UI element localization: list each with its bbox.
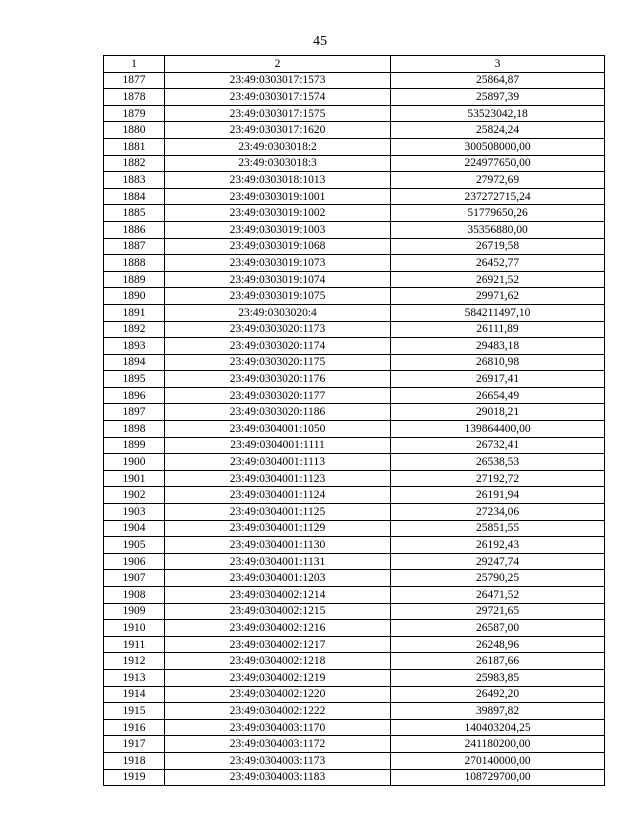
cadastral-value-cell: 26538,53: [391, 454, 605, 471]
cadastral-number-cell: 23:49:0303020:1175: [165, 354, 391, 371]
cadastral-value-cell: 51779650,26: [391, 205, 605, 222]
table-row: [104, 354, 605, 371]
cadastral-number-cell: 23:49:0304002:1218: [165, 653, 391, 670]
row-number-cell: 1899: [104, 437, 165, 454]
table-row: [104, 769, 605, 786]
cadastral-number-cell: 23:49:0304001:1129: [165, 520, 391, 537]
cadastral-number-cell: 23:49:0303020:4: [165, 304, 391, 321]
cadastral-value-cell: 26191,94: [391, 487, 605, 504]
table-row: [104, 371, 605, 388]
table-row: [104, 255, 605, 272]
table-row: [104, 537, 605, 554]
cadastral-value-cell: 53523042,18: [391, 105, 605, 122]
cadastral-value-cell: 27972,69: [391, 172, 605, 189]
row-number-cell: 1904: [104, 520, 165, 537]
table-row: [104, 603, 605, 620]
table-row: [104, 669, 605, 686]
table-row: [104, 304, 605, 321]
table-row: [104, 421, 605, 438]
row-number-cell: 1877: [104, 72, 165, 89]
row-number-cell: 1900: [104, 454, 165, 471]
row-number-cell: 1893: [104, 338, 165, 355]
cadastral-number-cell: 23:49:0303019:1073: [165, 255, 391, 272]
table-row: [104, 470, 605, 487]
table-row: [104, 155, 605, 172]
table-row: [104, 387, 605, 404]
row-number-cell: 1909: [104, 603, 165, 620]
page-number: 45: [313, 34, 327, 49]
row-number-cell: 1917: [104, 736, 165, 753]
table-row: [104, 437, 605, 454]
table-row: [104, 288, 605, 305]
cadastral-number-cell: 23:49:0304002:1217: [165, 636, 391, 653]
cadastral-value-cell: 224977650,00: [391, 155, 605, 172]
cadastral-value-cell: 237272715,24: [391, 188, 605, 205]
cadastral-value-cell: 26248,96: [391, 636, 605, 653]
cadastral-value-cell: 29971,62: [391, 288, 605, 305]
table-row: [104, 520, 605, 537]
cadastral-value-cell: 300508000,00: [391, 138, 605, 155]
table-row: [104, 553, 605, 570]
table-row: [104, 72, 605, 89]
cadastral-number-cell: 23:49:0304003:1170: [165, 719, 391, 736]
cadastral-number-cell: 23:49:0303017:1573: [165, 72, 391, 89]
table-header-row: [104, 56, 605, 73]
cadastral-number-cell: 23:49:0303019:1068: [165, 238, 391, 255]
cadastral-number-cell: 23:49:0304002:1215: [165, 603, 391, 620]
cadastral-value-cell: 27192,72: [391, 470, 605, 487]
cadastral-number-cell: 23:49:0304002:1222: [165, 703, 391, 720]
cadastral-number-cell: 23:49:0303017:1575: [165, 105, 391, 122]
cadastral-value-cell: 26492,20: [391, 686, 605, 703]
table-row: [104, 570, 605, 587]
cadastral-number-cell: 23:49:0304002:1214: [165, 587, 391, 604]
column-header-value: 3: [391, 56, 605, 73]
cadastral-number-cell: 23:49:0303020:1177: [165, 387, 391, 404]
cadastral-value-cell: 26471,52: [391, 587, 605, 604]
row-number-cell: 1898: [104, 421, 165, 438]
row-number-cell: 1919: [104, 769, 165, 786]
table-row: [104, 338, 605, 355]
cadastral-value-cell: 26732,41: [391, 437, 605, 454]
table-row: [104, 454, 605, 471]
table-row: [104, 404, 605, 421]
cadastral-number-cell: 23:49:0304001:1124: [165, 487, 391, 504]
table-row: [104, 504, 605, 521]
table-row: [104, 238, 605, 255]
row-number-cell: 1894: [104, 354, 165, 371]
table-row: [104, 105, 605, 122]
cadastral-value-cell: 39897,82: [391, 703, 605, 720]
table-row: [104, 89, 605, 106]
cadastral-number-cell: 23:49:0304002:1219: [165, 669, 391, 686]
row-number-cell: 1892: [104, 321, 165, 338]
row-number-cell: 1896: [104, 387, 165, 404]
cadastral-value-cell: 140403204,25: [391, 719, 605, 736]
cadastral-value-cell: 29018,21: [391, 404, 605, 421]
row-number-cell: 1887: [104, 238, 165, 255]
table-row: [104, 636, 605, 653]
cadastral-value-cell: 26654,49: [391, 387, 605, 404]
cadastral-number-cell: 23:49:0303020:1174: [165, 338, 391, 355]
column-header-number: 1: [104, 56, 165, 73]
cadastral-number-cell: 23:49:0304002:1216: [165, 620, 391, 637]
cadastral-number-cell: 23:49:0304003:1183: [165, 769, 391, 786]
cadastral-value-cell: 25897,39: [391, 89, 605, 106]
row-number-cell: 1895: [104, 371, 165, 388]
cadastral-value-cell: 26587,00: [391, 620, 605, 637]
cadastral-number-cell: 23:49:0304001:1130: [165, 537, 391, 554]
row-number-cell: 1905: [104, 537, 165, 554]
row-number-cell: 1912: [104, 653, 165, 670]
table-row: [104, 736, 605, 753]
cadastral-number-cell: 23:49:0303018:3: [165, 155, 391, 172]
cadastral-value-cell: 26192,43: [391, 537, 605, 554]
row-number-cell: 1888: [104, 255, 165, 272]
cadastral-value-cell: 26810,98: [391, 354, 605, 371]
row-number-cell: 1911: [104, 636, 165, 653]
cadastral-value-cell: 35356880,00: [391, 221, 605, 238]
table-row: [104, 188, 605, 205]
cadastral-number-cell: 23:49:0303020:1186: [165, 404, 391, 421]
row-number-cell: 1880: [104, 122, 165, 139]
table-row: [104, 620, 605, 637]
cadastral-number-cell: 23:49:0304001:1123: [165, 470, 391, 487]
cadastral-number-cell: 23:49:0303019:1002: [165, 205, 391, 222]
row-number-cell: 1886: [104, 221, 165, 238]
cadastral-number-cell: 23:49:0303018:1013: [165, 172, 391, 189]
row-number-cell: 1908: [104, 587, 165, 604]
row-number-cell: 1889: [104, 271, 165, 288]
cadastral-value-cell: 25851,55: [391, 520, 605, 537]
column-header-cadastral-number: 2: [165, 56, 391, 73]
cadastral-value-cell: 25983,85: [391, 669, 605, 686]
table-row: [104, 703, 605, 720]
cadastral-number-cell: 23:49:0304002:1220: [165, 686, 391, 703]
cadastral-value-cell: 26921,52: [391, 271, 605, 288]
cadastral-value-cell: 25790,25: [391, 570, 605, 587]
cadastral-number-cell: 23:49:0303018:2: [165, 138, 391, 155]
cadastral-value-cell: 139864400,00: [391, 421, 605, 438]
row-number-cell: 1914: [104, 686, 165, 703]
cadastral-value-cell: 25824,24: [391, 122, 605, 139]
row-number-cell: 1907: [104, 570, 165, 587]
table-row: [104, 653, 605, 670]
row-number-cell: 1910: [104, 620, 165, 637]
cadastral-value-cell: 29247,74: [391, 553, 605, 570]
row-number-cell: 1901: [104, 470, 165, 487]
cadastral-number-cell: 23:49:0304001:1113: [165, 454, 391, 471]
row-number-cell: 1882: [104, 155, 165, 172]
cadastral-number-cell: 23:49:0304001:1125: [165, 504, 391, 521]
row-number-cell: 1884: [104, 188, 165, 205]
row-number-cell: 1915: [104, 703, 165, 720]
cadastral-number-cell: 23:49:0303019:1003: [165, 221, 391, 238]
row-number-cell: 1903: [104, 504, 165, 521]
cadastral-value-cell: 29721,65: [391, 603, 605, 620]
table-row: [104, 205, 605, 222]
cadastral-number-cell: 23:49:0304003:1172: [165, 736, 391, 753]
cadastral-number-cell: 23:49:0303019:1001: [165, 188, 391, 205]
cadastral-number-cell: 23:49:0304001:1131: [165, 553, 391, 570]
table-row: [104, 172, 605, 189]
cadastral-value-cell: 26917,41: [391, 371, 605, 388]
cadastral-number-cell: 23:49:0304001:1050: [165, 421, 391, 438]
table-row: [104, 719, 605, 736]
cadastral-number-cell: 23:49:0304001:1203: [165, 570, 391, 587]
table-body: [104, 72, 605, 786]
row-number-cell: 1881: [104, 138, 165, 155]
cadastral-value-cell: 26111,89: [391, 321, 605, 338]
table-row: [104, 271, 605, 288]
row-number-cell: 1918: [104, 752, 165, 769]
cadastral-number-cell: 23:49:0304003:1173: [165, 752, 391, 769]
cadastral-number-cell: 23:49:0303017:1620: [165, 122, 391, 139]
row-number-cell: 1891: [104, 304, 165, 321]
row-number-cell: 1916: [104, 719, 165, 736]
cadastral-value-cell: 270140000,00: [391, 752, 605, 769]
cadastral-value-cell: 26452,77: [391, 255, 605, 272]
cadastral-number-cell: 23:49:0303019:1074: [165, 271, 391, 288]
row-number-cell: 1878: [104, 89, 165, 106]
cadastral-value-cell: 26719,58: [391, 238, 605, 255]
cadastral-value-cell: 27234,06: [391, 504, 605, 521]
cadastral-value-cell: 108729700,00: [391, 769, 605, 786]
cadastral-number-cell: 23:49:0303020:1176: [165, 371, 391, 388]
cadastral-number-cell: 23:49:0303019:1075: [165, 288, 391, 305]
row-number-cell: 1890: [104, 288, 165, 305]
row-number-cell: 1913: [104, 669, 165, 686]
cadastral-number-cell: 23:49:0304001:1111: [165, 437, 391, 454]
cadastral-value-cell: 29483,18: [391, 338, 605, 355]
row-number-cell: 1906: [104, 553, 165, 570]
cadastral-value-cell: 25864,87: [391, 72, 605, 89]
cadastral-value-table: [103, 55, 605, 786]
row-number-cell: 1885: [104, 205, 165, 222]
cadastral-value-cell: 241180200,00: [391, 736, 605, 753]
row-number-cell: 1883: [104, 172, 165, 189]
table-row: [104, 587, 605, 604]
cadastral-number-cell: 23:49:0303020:1173: [165, 321, 391, 338]
row-number-cell: 1879: [104, 105, 165, 122]
cadastral-value-cell: 584211497,10: [391, 304, 605, 321]
cadastral-value-cell: 26187,66: [391, 653, 605, 670]
table-row: [104, 321, 605, 338]
table-row: [104, 487, 605, 504]
cadastral-number-cell: 23:49:0303017:1574: [165, 89, 391, 106]
row-number-cell: 1902: [104, 487, 165, 504]
table-row: [104, 122, 605, 139]
table-row: [104, 686, 605, 703]
table-row: [104, 138, 605, 155]
row-number-cell: 1897: [104, 404, 165, 421]
table-row: [104, 752, 605, 769]
table-row: [104, 221, 605, 238]
